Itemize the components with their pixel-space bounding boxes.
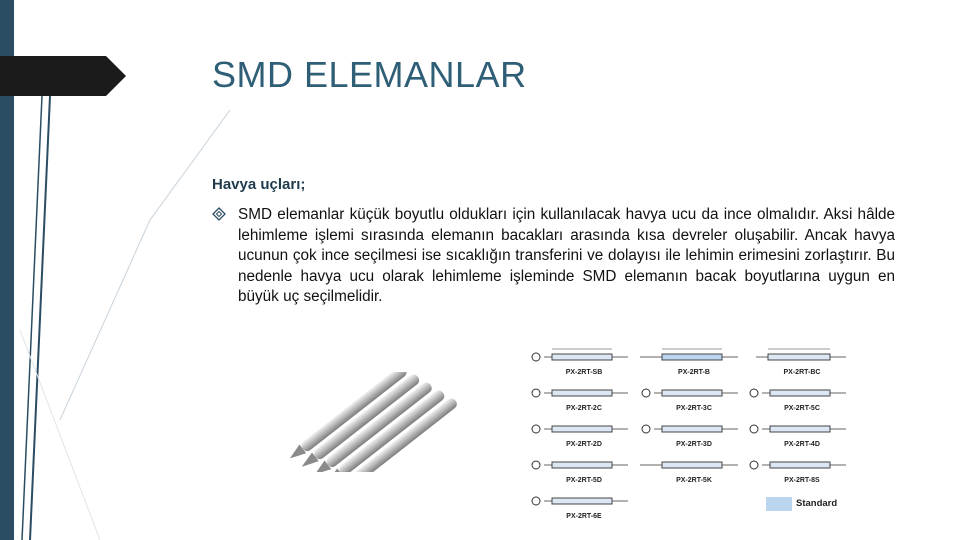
bullet-item	[212, 205, 895, 308]
tip-cell	[528, 488, 636, 524]
tip-label: PX-2RT-5K	[676, 477, 712, 484]
tip-label: PX-2RT-3D	[676, 441, 712, 448]
tip-cell	[638, 380, 746, 416]
tip-cell	[638, 416, 746, 452]
tip-cell	[638, 344, 746, 380]
tip-cell	[746, 380, 854, 416]
page-title: SMD ELEMANLAR	[212, 54, 527, 95]
tip-label: PX-2RT-BC	[783, 369, 821, 376]
tip-label: PX-2RT-SB	[565, 369, 603, 376]
tip-cell	[528, 416, 636, 452]
tip-label: PX-2RT-5D	[566, 477, 602, 484]
standard-swatch	[766, 497, 792, 511]
tip-label: PX-2RT-8S	[784, 477, 820, 484]
tip-label: PX-2RT-2C	[566, 405, 602, 412]
diamond-bullet-icon	[212, 207, 226, 221]
tip-label: PX-2RT-5C	[784, 405, 820, 412]
tip-cell	[528, 344, 636, 380]
standard-legend-label: Standard	[796, 498, 838, 509]
tip-label: PX-2RT-6E	[566, 513, 602, 520]
tip-cell	[746, 416, 854, 452]
tip-cell	[528, 452, 636, 488]
tip-cell	[746, 452, 854, 488]
tip-label: PX-2RT-4D	[784, 441, 820, 448]
tip-cell	[528, 380, 636, 416]
soldering-tips-photo	[282, 372, 472, 472]
tip-label: PX-2RT-2D	[566, 441, 602, 448]
title-tab	[0, 56, 126, 96]
bullet-text: SMD elemanlar küçük boyutlu oldukları için kullanılacak havya ucu da ince olmalıdır. Aksi hâlde lehimleme işlemi sırasında elemanın bacakları arasında kısa devreler oluşabilir. Ancak havya ucunun çok ince seçilmesi ise sıcaklığın transferini ve dolayısı ile lehimin erimesini zorlaştırır. Bu nedenle havya ucu olarak lehimleme işleminde SMD elemanın bacak boyutlarına uygun en büyük uç seçilmelidir.	[238, 206, 895, 305]
tip-label: PX-2RT-3C	[676, 405, 712, 412]
section-subtitle: Havya uçları;	[212, 176, 306, 193]
tip-cell	[746, 344, 854, 380]
tip-label: PX-2RT-B	[678, 369, 710, 376]
tip-cell	[638, 452, 746, 488]
